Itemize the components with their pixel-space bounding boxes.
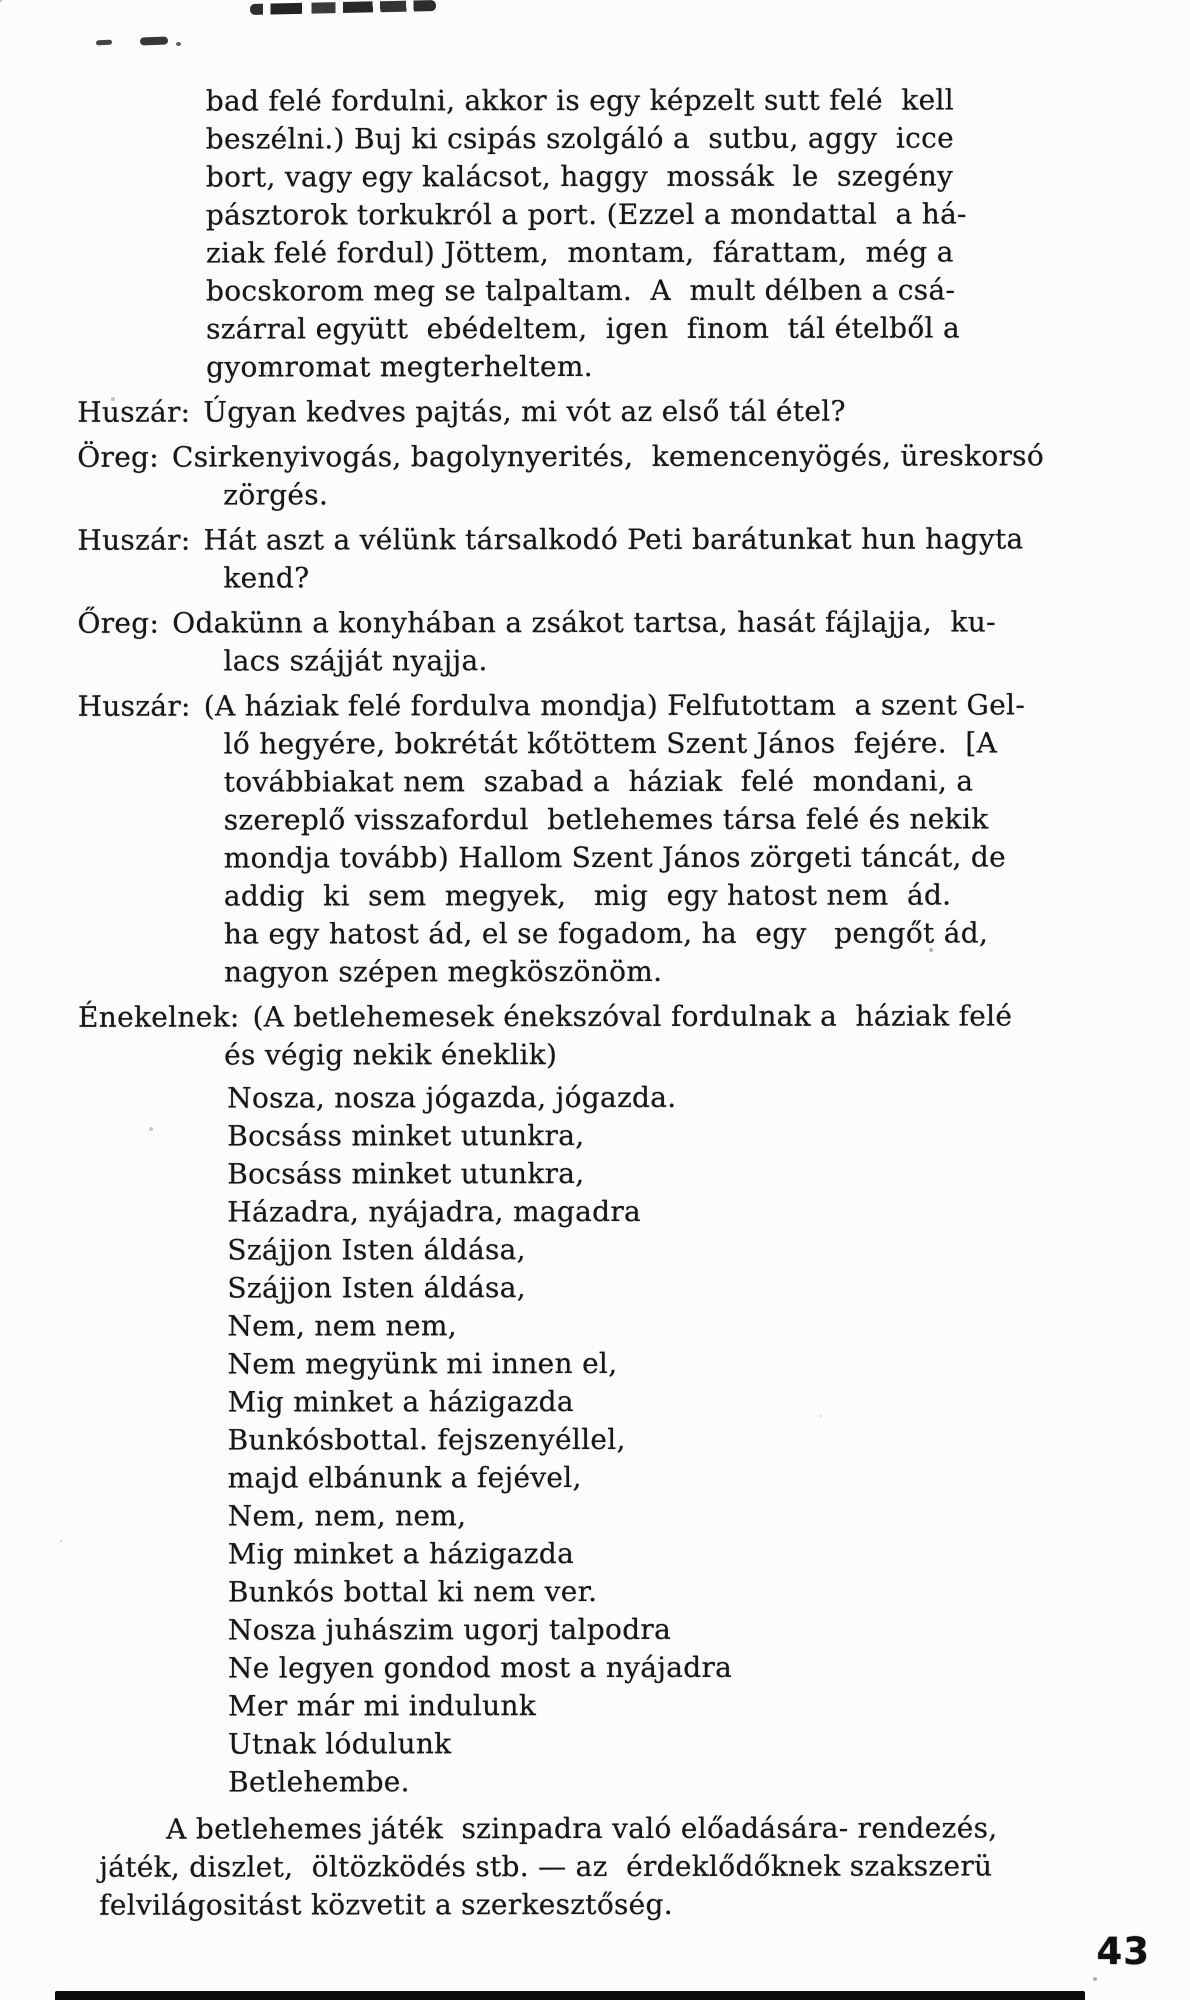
text-line xyxy=(78,997,1190,1037)
text-line xyxy=(77,392,1189,432)
text-line xyxy=(77,520,1189,560)
text-line: továbbiakat nem szabad a háziak felé mondani, a xyxy=(223,764,974,799)
text-line: Szájjon Isten áldása, xyxy=(227,1233,526,1267)
text-line: Ne legyen gondod most a nyájadra xyxy=(227,1650,733,1685)
scan-speckles xyxy=(0,0,2,2)
dialogue-text: Úgyan kedves pajtás, mi vót az első tál étel? xyxy=(203,394,846,429)
scan-smudge-top xyxy=(250,0,436,15)
text-line: majd elbánunk a fejével, xyxy=(227,1461,582,1495)
text-line: kend? xyxy=(223,561,310,595)
page-text xyxy=(0,81,1190,1925)
text-line: Nem, nem, nem, xyxy=(227,1499,467,1533)
dialogue-block xyxy=(77,520,1189,598)
dialogue-text: (A betlehemesek énekszóval fordulnak a háziak felé xyxy=(252,999,1013,1034)
speaker-label: Huszár: xyxy=(77,689,191,723)
text-line: gyomromat megterheltem. xyxy=(206,350,593,384)
dialogue-text: Odakünn a konyhában a zsákot tartsa, hasát fájlajja, ku- xyxy=(172,605,996,640)
dialogue-block xyxy=(77,603,1189,681)
text-line: ziak felé fordul) Jöttem, montam, fárattam, még a xyxy=(205,235,954,270)
text-line: bad felé fordulni, akkor is egy képzelt sutt felé kell xyxy=(205,83,954,118)
dialogue-block xyxy=(77,392,1189,432)
text-line: A betlehemes játék szinpadra való előadására- rendezés, xyxy=(166,1811,998,1846)
text-line: Házadra, nyájadra, magadra xyxy=(227,1194,642,1229)
text-line: szárral együtt ebédeltem, igen finom tál ételből a xyxy=(206,311,960,346)
text-line: Nosza, nosza jógazda, jógazda. xyxy=(227,1080,677,1115)
dialogue-text: (A háziak felé fordulva mondja) Felfutottam a szent Gel- xyxy=(203,688,1026,723)
text-line: pásztorok torkukról a port. (Ezzel a mondattal a há- xyxy=(205,197,967,232)
text-line: addig ki sem megyek, mig egy hatost nem ád. xyxy=(223,878,952,913)
text-line: Bunkósbottal. fejszenyéllel, xyxy=(227,1422,626,1457)
song-verse xyxy=(227,1078,1190,1801)
text-line: Utnak lódulunk xyxy=(228,1727,452,1761)
text-line: Mig minket a házigazda xyxy=(227,1537,575,1571)
text-line: Bocsáss minket utunkra, xyxy=(227,1157,585,1191)
speaker-label: Huszár: xyxy=(77,523,191,557)
text-line: szereplő visszafordul betlehemes társa felé és nekik xyxy=(223,802,989,837)
dialogue-block xyxy=(78,686,1190,992)
scan-smudge-mark xyxy=(96,40,112,46)
text-line: beszélni.) Buj ki csipás szolgáló a sutbu, aggy icce xyxy=(205,121,955,156)
text-line: Nem, nem nem, xyxy=(227,1309,457,1343)
scan-edge-bar xyxy=(55,1991,1085,2000)
text-line: Bunkós bottal ki nem ver. xyxy=(227,1574,598,1609)
text-line: ha egy hatost ád, el se fogadom, ha egy pengőt ád, xyxy=(223,916,989,951)
text-line xyxy=(77,603,1189,643)
text-line: játék, diszlet, öltözködés stb. — az érdeklődőknek szakszerü xyxy=(99,1849,993,1884)
speaker-label: Huszár: xyxy=(77,395,191,429)
text-line: és végig nekik éneklik) xyxy=(224,1038,558,1072)
text-line: bocskorom meg se talpaltam. A mult délben a csá- xyxy=(205,273,956,308)
dialogue-text: Hát aszt a vélünk társalkodó Peti barátunkat hun hagyta xyxy=(203,522,1024,557)
dialogue-text: Csirkenyivogás, bagolynyerités, kemencenyögés, üreskorsó xyxy=(171,439,1045,474)
text-line: Nosza juhászim ugorj talpodra xyxy=(227,1612,672,1647)
text-line: Mer már mi indulunk xyxy=(227,1689,537,1723)
text-line: Bocsáss minket utunkra, xyxy=(227,1119,585,1153)
text-line: felvilágositást közvetit a szerkesztőség. xyxy=(99,1887,674,1922)
dialogue-block xyxy=(77,437,1189,515)
text-line: zörgés. xyxy=(223,478,329,512)
text-line: nagyon szépen megköszönöm. xyxy=(223,954,663,989)
text-line: mondja tovább) Hallom Szent János zörgeti táncát, de xyxy=(223,840,1006,875)
text-line: Mig minket a házigazda xyxy=(227,1385,574,1419)
text-line: lő hegyére, bokrétát kőtöttem Szent János fejére. [A xyxy=(223,726,998,761)
dialogue-block xyxy=(78,997,1190,1075)
text-line xyxy=(77,437,1189,477)
closing-paragraph xyxy=(99,1809,1190,1925)
speaker-label: Énekelnek: xyxy=(77,1000,240,1034)
text-line: lacs szájját nyajja. xyxy=(223,644,488,678)
text-line: Szájjon Isten áldása, xyxy=(227,1271,526,1305)
text-line: Nem megyünk mi innen el, xyxy=(227,1346,618,1381)
scan-smudge-dot xyxy=(176,42,181,46)
speaker-label: Őreg: xyxy=(77,606,160,640)
speaker-label: Öreg: xyxy=(77,440,160,474)
text-line: bort, vagy egy kalácsot, haggy mossák le szegény xyxy=(205,159,954,194)
text-line xyxy=(78,686,1190,726)
continuation-paragraph xyxy=(206,81,1189,386)
page-number: 43 xyxy=(1096,1930,1150,1973)
text-line: Betlehembe. xyxy=(228,1765,410,1799)
scan-smudge-mark xyxy=(140,37,168,46)
